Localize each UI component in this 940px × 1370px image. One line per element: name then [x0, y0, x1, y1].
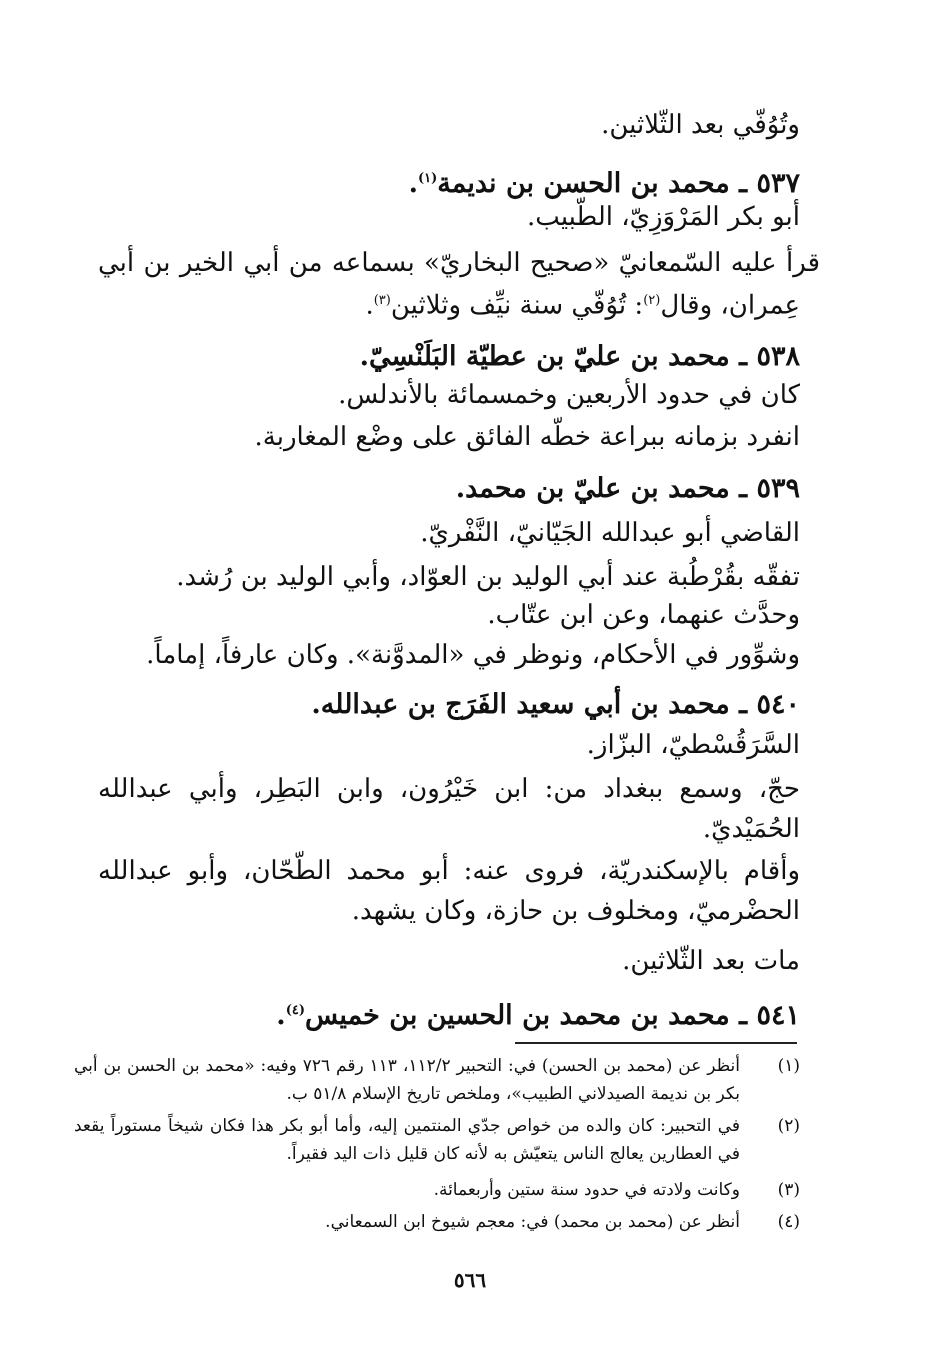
- footnote-marker: (٢): [643, 293, 661, 308]
- text-line: مات بعد الثّلاثين.: [622, 946, 800, 976]
- entry-heading: ٥٣٨ ـ محمد بن عليّ بن عطيّة البَلَنْسِيّ.: [359, 341, 800, 372]
- text-line: حجّ، وسمع ببغداد من: ابن خَيْرُون، وابن البَطِر، وأبي عبدالله: [98, 774, 800, 804]
- footnote-marker: (٤): [285, 1003, 305, 1018]
- footnote-text: وكانت ولادته في حدود سنة ستين وأربعمائة.: [433, 1180, 740, 1200]
- text-line: كان في حدود الأربعين وخمسمائة بالأندلس.: [338, 380, 800, 410]
- page-number: ٥٦٦: [453, 1268, 487, 1292]
- text-line: السَّرَقُسْطيّ، البزّاز.: [586, 730, 800, 760]
- entry-heading: ٥٤٠ ـ محمد بن أبي سعيد الفَرَج بن عبدالله.: [311, 689, 800, 720]
- footnote: [74, 1176, 800, 1204]
- entry-heading: ٥٤١ ـ محمد بن محمد بن الحسين بن خميس$^{(٤)}$.: [276, 1000, 800, 1031]
- text-line: وحدَّث عنهما، وعن ابن عتّاب.: [487, 600, 800, 630]
- text-line: تفقّه بقُرْطُبة عند أبي الوليد بن العوّاد، وأبي الوليد بن رُشد.: [176, 562, 800, 592]
- footnote-number: (١): [777, 1056, 800, 1076]
- text-line: القاضي أبو عبدالله الجَيّانيّ، النَّفْريّ.: [420, 518, 800, 548]
- entry-heading: ٥٣٩ ـ محمد بن عليّ بن محمد.: [455, 473, 800, 504]
- footnote: [74, 1208, 800, 1236]
- text-line: قرأ عليه السّمعانيّ «صحيح البخاريّ» بسماعه من أبي الخير بن أبي: [98, 248, 820, 278]
- footnote-marker: (١): [417, 171, 438, 186]
- footnote-number: (٢): [777, 1116, 800, 1136]
- text-line: الحضْرميّ، ومخلوف بن حازة، وكان يشهد.: [351, 896, 800, 926]
- footnote-separator: [515, 1042, 797, 1044]
- entry-heading: ٥٣٧ ـ محمد بن الحسن بن نديمة$^{(١)}$.: [408, 168, 800, 199]
- text-line: انفرد بزمانه ببراعة خطّه الفائق على وضْع المغاربة.: [254, 422, 800, 452]
- footnote-marker: (٣): [373, 293, 391, 308]
- footnote-text: في التحبير: كان والده من خواص جدّي المنتمين إليه، وأما أبو بكر هذا فكان شيخاً مستوراً يقعد في العطارين يعالج الناس يتعيّش به لأنه كان قليل ذات اليد فقيراً.: [74, 1116, 740, 1164]
- text-line: وشوِّور في الأحكام، ونوظر في «المدوَّنة». وكان عارفاً، إماماً.: [146, 640, 800, 670]
- text-line: أبو بكر المَرْوَزِيّ، الطّبيب.: [527, 202, 800, 232]
- footnote-number: (٣): [777, 1180, 800, 1200]
- text-line: وتُوُفّي بعد الثّلاثين.: [601, 110, 800, 140]
- footnote: [74, 1112, 800, 1168]
- footnote-text: أنظر عن (محمد بن محمد) في: معجم شيوخ ابن السمعاني.: [325, 1212, 740, 1232]
- text-line: وأقام بالإسكندريّة، فروى عنه: أبو محمد الطّحّان، وأبو عبدالله: [98, 856, 800, 886]
- text-line: الحُمَيْديّ.: [702, 814, 800, 844]
- footnote-text: أنظر عن (محمد بن الحسن) في: التحبير ١١٢/٢، ١١٣ رقم ٧٢٦ وفيه: «محمد بن الحسن بن أبي بكر بن نديمة الصيدلاني الطبيب»، وملخص تاريخ الإسلام ٥١/٨ ب.: [74, 1056, 740, 1104]
- text-line: عِمران، وقال$^{(٢)}$: تُوُفّي سنة نيِّف وثلاثين$^{(٣)}$.: [365, 290, 800, 321]
- footnote-number: (٤): [777, 1212, 800, 1232]
- footnote: [74, 1052, 800, 1108]
